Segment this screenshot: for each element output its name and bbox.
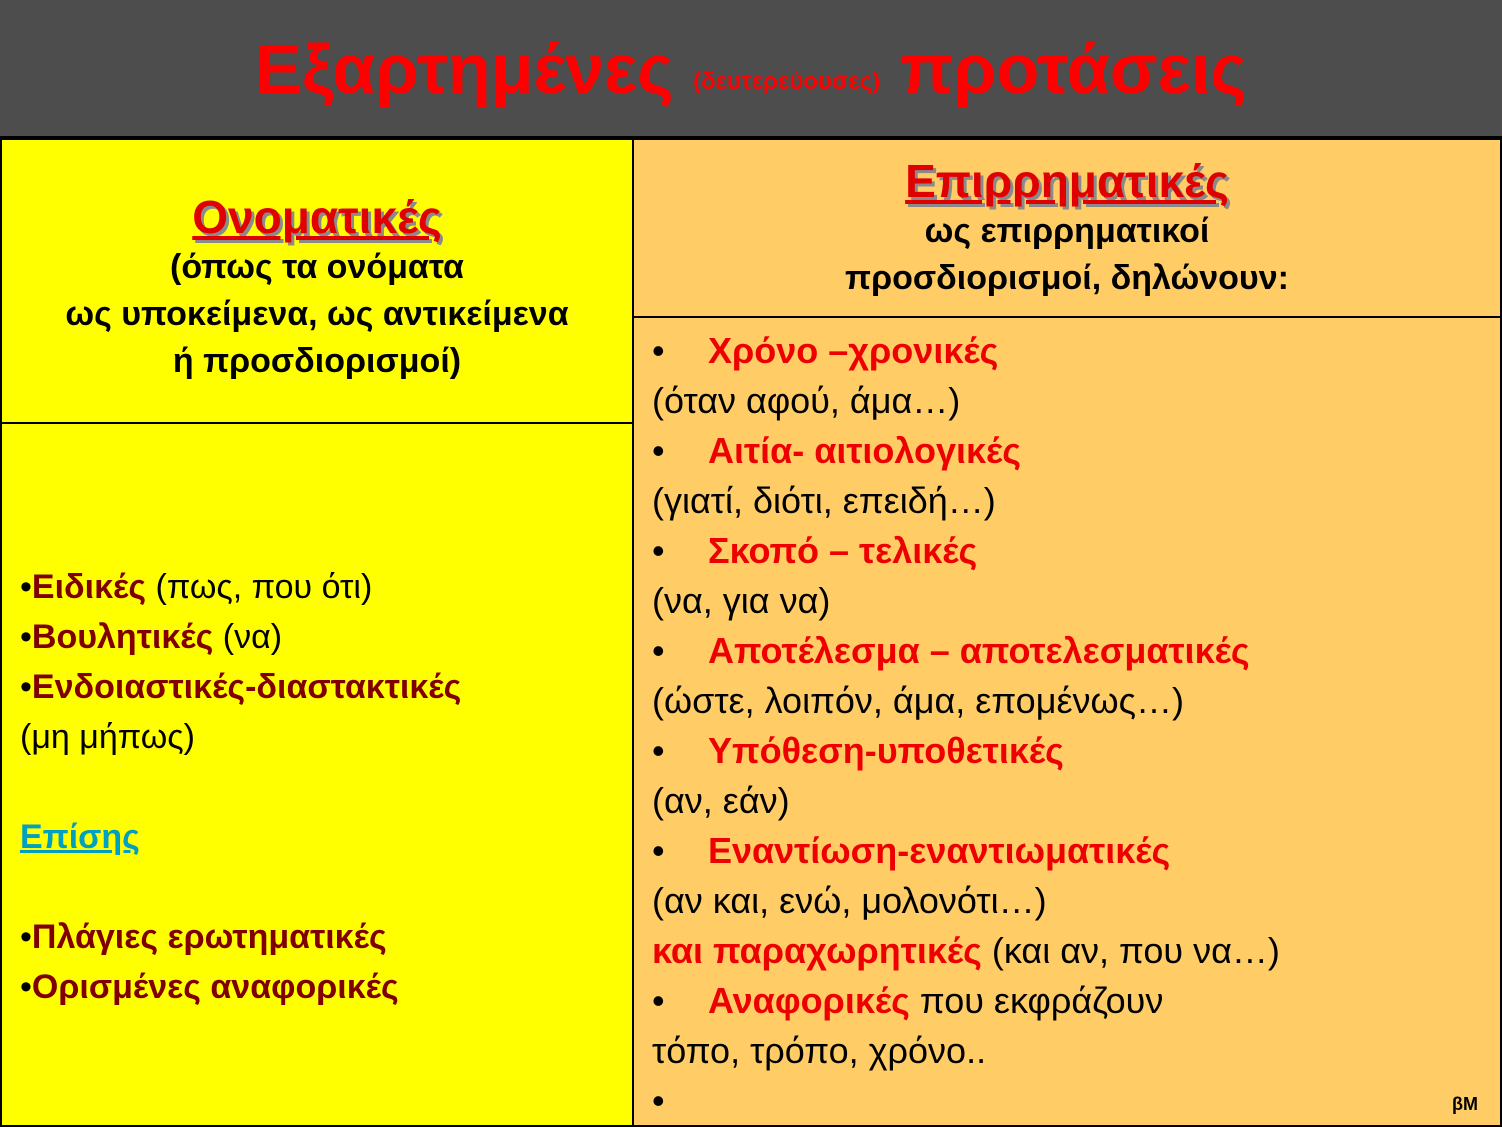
bullet-icon: • — [20, 968, 32, 1006]
nominal-title: Ονοματικές — [192, 191, 442, 243]
concessive-line: και παραχωρητικές (και αν, που να…) — [652, 930, 1280, 971]
spacer — [20, 862, 461, 912]
list-item: • Αναφορικές που εκφράζουν — [652, 976, 1280, 1026]
list-item-examples: (να, για να) — [652, 580, 831, 621]
nominal-subtitle-3: ή προσδιορισμοί) — [172, 342, 462, 380]
bullet-icon: • — [652, 530, 665, 571]
adverbial-header-cell — [632, 138, 1502, 318]
title-part1: Εξαρτημένες — [255, 30, 674, 108]
nominal-header-cell — [0, 138, 634, 424]
bullet-icon: • — [652, 1080, 665, 1121]
empty-list-item — [652, 1076, 1280, 1126]
adverbial-title: Επιρρηματικές — [905, 155, 1229, 207]
slide-header — [0, 0, 1502, 138]
list-item: • Αποτέλεσμα – αποτελεσματικές — [652, 626, 1280, 676]
bullet-icon: • — [20, 918, 32, 956]
list-item-examples: (αν και, ενώ, μολονότι…) — [652, 880, 1047, 921]
signature: βΜ — [1452, 1094, 1478, 1114]
adverbial-subtitle-1: ως επιρρηματικοί — [924, 212, 1210, 250]
bullet-icon: • — [20, 568, 32, 606]
relative-cont: τόπο, τρόπο, χρόνο.. — [652, 1030, 987, 1071]
nominal-subtitle-2: ως υποκείμενα, ως αντικείμενα — [65, 295, 569, 333]
also-heading: Επίσης — [20, 818, 140, 856]
list-item: • Εναντίωση-εναντιωματικές — [652, 826, 1280, 876]
list-item: •Ειδικές (πως, που ότι) — [20, 568, 373, 606]
title-small: (δευτερεύουσες) — [693, 68, 881, 95]
bullet-icon: • — [652, 980, 665, 1021]
nominal-list-cell — [0, 422, 634, 1127]
list-item: •Βουλητικές (να) — [20, 618, 283, 656]
list-item-examples: (ώστε, λοιπόν, άμα, επομένως…) — [652, 680, 1184, 721]
list-item: • Αιτία- αιτιολογικές — [652, 426, 1280, 476]
list-item: • Χρόνο –χρονικές — [652, 326, 1280, 376]
title-part2: προτάσεις — [899, 30, 1247, 108]
list-item-cont: (μη μήπως) — [20, 718, 195, 756]
bullet-icon: • — [652, 430, 665, 471]
list-item: • Υπόθεση-υποθετικές — [652, 726, 1280, 776]
bullet-icon: • — [652, 830, 665, 871]
adverbial-subtitle-2: προσδιορισμοί, δηλώνουν: — [845, 259, 1289, 297]
list-item-examples: (όταν αφού, άμα…) — [652, 380, 961, 421]
adverbial-list-cell — [632, 316, 1502, 1127]
bullet-icon: • — [20, 668, 32, 706]
list-item: • Σκοπό – τελικές — [652, 526, 1280, 576]
list-item: •Ορισμένες αναφορικές — [20, 968, 399, 1006]
slide-title — [0, 0, 1502, 151]
list-item-examples: (γιατί, διότι, επειδή…) — [652, 480, 996, 521]
list-item: •Πλάγιες ερωτηματικές — [20, 918, 387, 956]
spacer — [20, 762, 461, 812]
list-item: •Ενδοιαστικές-διαστακτικές — [20, 668, 462, 706]
nominal-subtitle-1: (όπως τα ονόματα — [170, 248, 464, 286]
list-item-examples: (αν, εάν) — [652, 780, 790, 821]
nominal-list — [20, 562, 461, 1012]
bullet-icon: • — [652, 730, 665, 771]
bullet-icon: • — [652, 630, 665, 671]
bullet-icon: • — [20, 618, 32, 656]
bullet-icon: • — [652, 330, 665, 371]
adverbial-list — [652, 326, 1280, 1126]
